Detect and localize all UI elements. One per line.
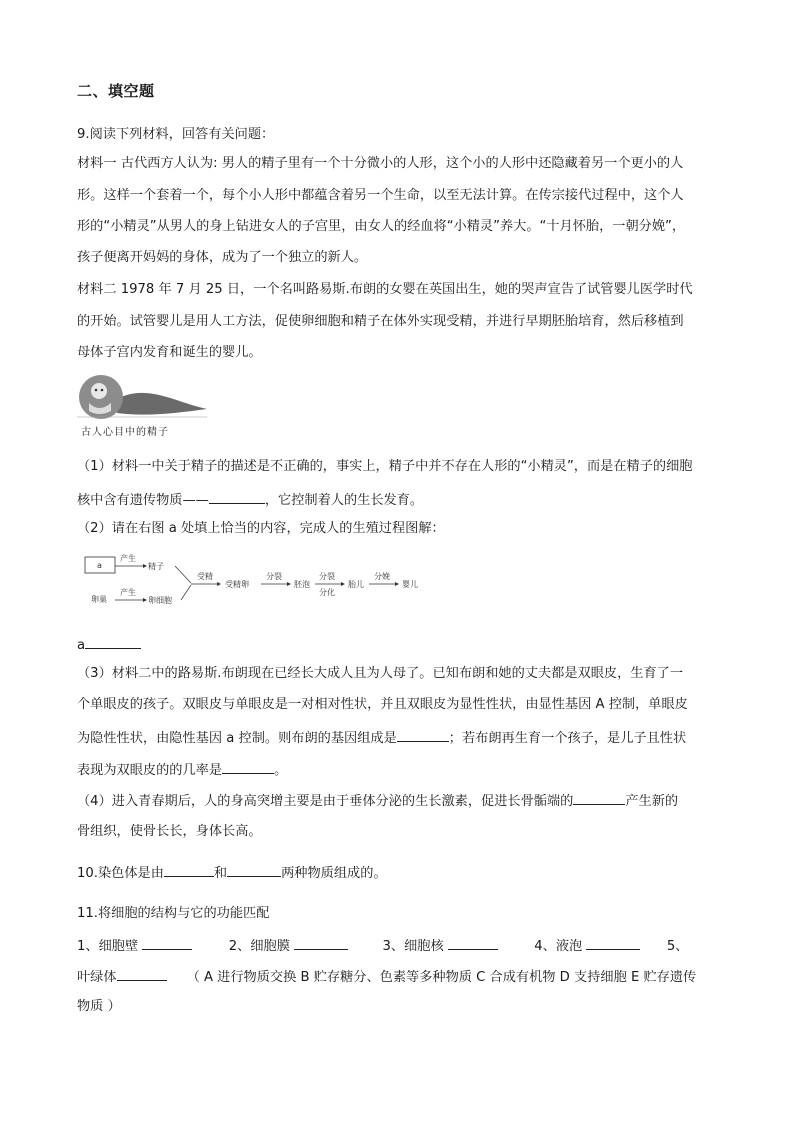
section-title: 二、填空题	[77, 82, 155, 100]
q11-chloroplast: 叶绿体	[77, 970, 117, 985]
answer-blank-q11-3[interactable]	[448, 935, 498, 950]
zygote-label: 受精卵	[225, 580, 249, 589]
part-1-text-a: 核中含有遗传物质——	[77, 493, 209, 508]
q11-item-3: 3、细胞核	[382, 939, 444, 954]
material-1-line-2: 形。这样一个套着一个，每个小人形中都蕴含着另一个生命，以至无法计算。在传宗接代过程中，这个人	[77, 188, 684, 203]
part-2-line: （2）请在右图 a 处填上恰当的内容，完成人的生殖过程图解：	[77, 521, 445, 536]
part-3-line-4	[77, 759, 287, 781]
delivery-label: 分娩	[374, 572, 390, 581]
question-11-line-2	[77, 966, 696, 988]
produce-bottom-label: 产生	[120, 588, 136, 597]
part-4-text-b: 产生新的	[625, 794, 679, 809]
produce-top-label: 产生	[120, 554, 136, 563]
material-2-line-1: 材料二 1978 年 7 月 25 日，一个名叫路易斯.布朗的女婴在英国出生，她的哭声宣告了试管婴儿医学时代	[77, 282, 693, 297]
box-a-label: a	[97, 561, 102, 570]
q11-item-2: 2、细胞膜	[228, 939, 290, 954]
part-4-line-2: 骨组织，使骨长长，身体长高。	[77, 824, 262, 839]
question-11-line-3: 物质 ）	[77, 999, 121, 1014]
material-1-line-3: 形的“小精灵”从男人的身上钻进女人的子宫里，由女人的经血将“小精灵”养大。“十月怀胎，一朝分娩”，	[77, 219, 686, 234]
fetus-label: 胎儿	[348, 580, 364, 589]
part-3-text-a: 为隐性性状，由隐性基因 a 控制。则布朗的基因组成是	[77, 731, 397, 746]
material-2-line-3: 母体子宫内发育和诞生的婴儿。	[77, 345, 262, 360]
answer-blank-probability[interactable]	[222, 759, 274, 774]
answer-blank-q10-1[interactable]	[164, 862, 214, 877]
question-9-intro: 9.阅读下列材料，回答有关问题：	[77, 127, 275, 142]
figure-caption: 古人心目中的精子	[81, 427, 169, 438]
part-4-line-1	[77, 790, 678, 812]
question-11-title: 11.将细胞的结构与它的功能匹配	[77, 906, 270, 921]
part-3-line-1: （3）材料二中的路易斯.布朗现在已经长大成人且为人母了。已知布朗和她的丈夫都是双眼皮，生育了一	[77, 666, 684, 681]
differentiate-label: 分化	[319, 588, 335, 597]
embryo-label: 胚泡	[294, 580, 310, 589]
q10-text-c: 两种物质组成的。	[281, 866, 387, 881]
question-10	[77, 862, 387, 884]
baby-label: 婴儿	[402, 580, 418, 589]
part-3-text-d: 。	[274, 763, 288, 778]
answer-blank-q11-2[interactable]	[294, 935, 348, 950]
material-1-line-4: 孩子便离开妈妈的身体，成为了一个独立的新人。	[77, 250, 368, 265]
answer-blank-genetic-material[interactable]	[209, 489, 265, 504]
q11-item-4: 4、液泡	[534, 939, 583, 954]
reproduction-diagram	[77, 547, 437, 617]
q11-options: （ A 进行物质交换 B 贮存糖分、色素等多种物质 C 合成有机物 D 支持细胞 E 贮存遗传	[186, 970, 697, 985]
answer-blank-growth-plate[interactable]	[573, 790, 625, 805]
part-1-line-2	[77, 489, 423, 511]
part-3-line-3	[77, 727, 686, 749]
material-1-line-1: 材料一 古代西方人认为: 男人的精子里有一个十分微小的人形，这个小的人形中还隐藏着另一个更小的人	[77, 156, 684, 171]
sperm-image	[77, 373, 207, 421]
part-3-line-2: 个单眼皮的孩子。双眼皮与单眼皮是一对相对性状，并且双眼皮为显性性状，由显性基因 A 控制，单眼皮	[77, 697, 688, 712]
part-1-line-1: （1）材料一中关于精子的描述是不正确的，事实上，精子中并不存在人形的“小精灵”，而是在精子的细胞	[77, 459, 693, 474]
answer-blank-q11-4[interactable]	[586, 935, 640, 950]
answer-blank-a[interactable]	[85, 634, 141, 649]
q10-text-a: 10.染色体是由	[77, 866, 164, 881]
part-3-text-c: 表现为双眼皮的的几率是	[77, 763, 223, 778]
part-4-text-a: （4）进入青春期后，人的身高突增主要是由于垂体分泌的生长激素，促进长骨骺端的	[77, 794, 574, 809]
part-3-text-b: ；若布朗再生育一个孩子，是儿子且性状	[448, 731, 687, 746]
q10-text-b: 和	[213, 866, 228, 881]
answer-a-label: a	[77, 638, 86, 653]
question-11-items	[77, 935, 688, 957]
sperm-label: 精子	[148, 562, 164, 571]
part-1-text-b: ，它控制着人的生长发育。	[264, 493, 424, 508]
answer-blank-q10-2[interactable]	[227, 862, 281, 877]
ovary-label: 卵巢	[91, 595, 107, 604]
q11-item-5: 5、	[666, 939, 689, 954]
fertilize-label: 受精	[197, 572, 213, 581]
divide-2-label: 分裂	[319, 572, 335, 581]
answer-a-line	[77, 634, 141, 656]
answer-blank-genotype[interactable]	[397, 727, 449, 742]
q11-item-1: 1、细胞壁	[77, 939, 139, 954]
sperm-illustration	[77, 373, 207, 441]
egg-label: 卵细胞	[148, 596, 172, 605]
material-2-line-2: 的开始。试管婴儿是用人工方法，促使卵细胞和精子在体外实现受精，并进行早期胚胎培育，然后移植到	[77, 314, 684, 329]
answer-blank-q11-1[interactable]	[142, 935, 192, 950]
answer-blank-q11-5[interactable]	[117, 966, 167, 981]
divide-1-label: 分裂	[266, 572, 282, 581]
